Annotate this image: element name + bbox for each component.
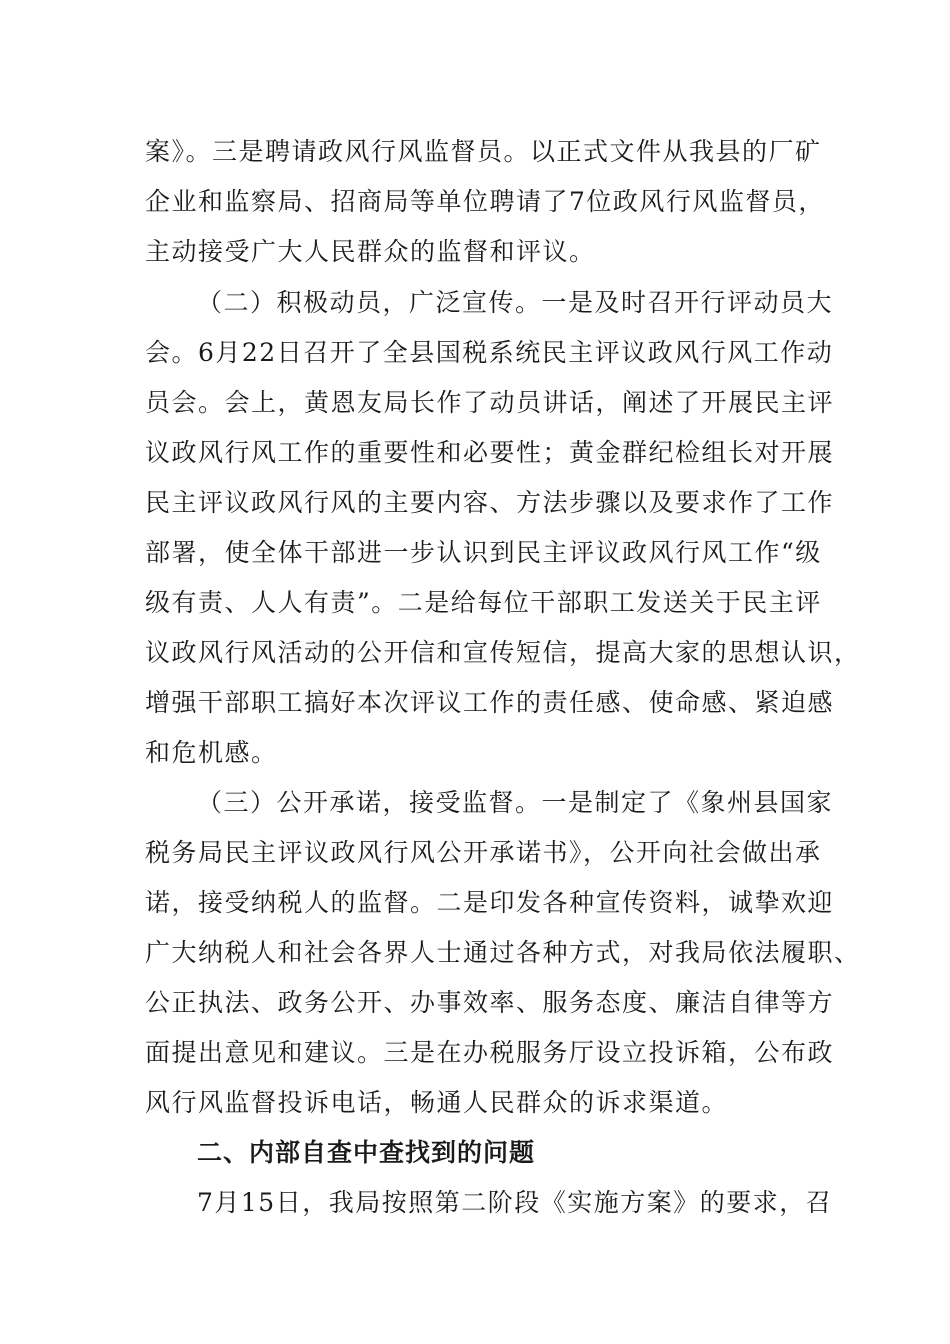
- text-line: 民主评议政风行风的主要内容、方法步骤以及要求作了工作: [145, 488, 835, 517]
- text-line: 公正执法、政务公开、办事效率、服务态度、廉洁自律等方: [145, 988, 835, 1017]
- text-line: 7月15日，我局按照第二阶段《实施方案》的要求，召: [197, 1188, 833, 1217]
- text-line: 议政风行风工作的重要性和必要性；黄金群纪检组长对开展: [145, 438, 835, 467]
- text-line: 企业和监察局、招商局等单位聘请了7位政风行风监督员，: [145, 187, 825, 216]
- chapter-heading: 二、内部自查中查找到的问题: [197, 1138, 536, 1167]
- text-line: 税务局民主评议政风行风公开承诺书》，公开向社会做出承: [145, 838, 822, 867]
- text-line: 会。6月22日召开了全县国税系统民主评议政风行风工作动: [145, 338, 834, 367]
- text-line: 增强干部职工搞好本次评议工作的责任感、使命感、紧迫感: [145, 688, 835, 717]
- text-line: 和危机感。: [145, 738, 278, 767]
- text-line: 级有责、人人有责”。二是给每位干部职工发送关于民主评: [145, 588, 822, 617]
- text-line: 诺，接受纳税人的监督。二是印发各种宣传资料，诚挚欢迎: [145, 888, 835, 917]
- text-line: 广大纳税人和社会各界人士通过各种方式，对我局依法履职、: [145, 938, 861, 967]
- text-line: 部署，使全体干部进一步认识到民主评议政风行风工作“级: [145, 538, 822, 567]
- section-heading-3: （三）公开承诺，接受监督。一是制定了《象州县国家: [197, 788, 834, 817]
- text-line: 主动接受广大人民群众的监督和评议。: [145, 237, 596, 266]
- text-line: 案》。三是聘请政风行风监督员。以正式文件从我县的厂矿: [145, 137, 822, 166]
- text-line: 风行风监督投诉电话，畅通人民群众的诉求渠道。: [145, 1088, 729, 1117]
- text-line: 员会。会上，黄恩友局长作了动员讲话，阐述了开展民主评: [145, 388, 835, 417]
- section-heading-2: （二）积极动员，广泛宣传。一是及时召开行评动员大: [197, 288, 834, 317]
- text-line: 议政风行风活动的公开信和宣传短信，提高大家的思想认识，: [145, 638, 861, 667]
- text-line: 面提出意见和建议。三是在办税服务厅设立投诉箱，公布政: [145, 1038, 835, 1067]
